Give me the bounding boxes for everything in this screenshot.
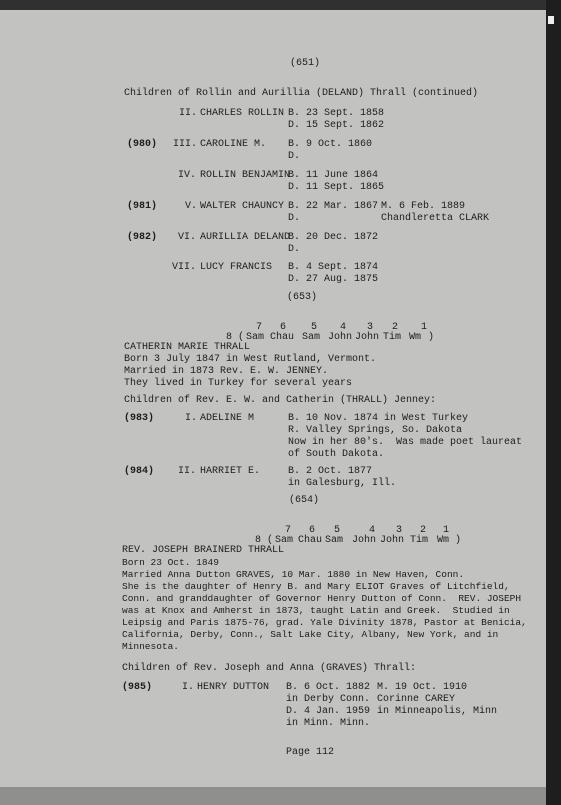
entry-line: was at Knox and Amherst in 1873, taught Latin and Greek. Studied in — [122, 605, 510, 616]
child-num: II. — [179, 108, 198, 119]
generation-number: 5 — [334, 525, 341, 536]
child-ref: (981) — [127, 201, 158, 212]
generation-number: 1 — [421, 322, 428, 333]
generation-number: 6 — [309, 525, 316, 536]
child-ref: (980) — [127, 139, 158, 150]
generation-number: 6 — [280, 322, 287, 333]
ancestor-name: John — [380, 535, 405, 546]
ancestor-name: John — [352, 535, 377, 546]
child-line: in Derby Conn. — [286, 694, 371, 705]
ancestor-name: Wm — [437, 535, 450, 546]
lineage-suffix: ) — [428, 332, 435, 343]
child-name: HENRY DUTTON — [197, 682, 270, 693]
lineage-prefix: 8 ( — [226, 332, 245, 343]
child-marriage: M. 19 Oct. 1910 — [377, 682, 468, 693]
child-ref: (982) — [127, 232, 158, 243]
child-line: Now in her 80's. Was made poet laureat — [288, 437, 523, 448]
scan-artifact — [548, 16, 554, 24]
child-num: VI. — [178, 232, 197, 243]
child-spouse: Corinne CAREY — [377, 694, 456, 705]
page-header: (651) — [290, 58, 321, 69]
ancestor-name: Chau — [270, 332, 295, 343]
generation-number: 4 — [340, 322, 347, 333]
child-spouse: Chandleretta CLARK — [381, 213, 490, 224]
page-footer: Page 112 — [286, 747, 335, 758]
generation-number: 2 — [420, 525, 427, 536]
child-line: of South Dakota. — [288, 449, 385, 460]
scan-top-edge — [0, 0, 546, 10]
entry-line: California, Derby, Conn., Salt Lake City, Albany, New York, and in — [122, 629, 499, 640]
generation-number: 3 — [396, 525, 403, 536]
entry-line: Married Anna Dutton GRAVES, 10 Mar. 1880 in New Haven, Conn. — [122, 569, 465, 580]
child-line: B. 6 Oct. 1882 — [286, 682, 371, 693]
child-death: D. 15 Sept. 1862 — [288, 120, 385, 131]
child-num: VII. — [172, 262, 197, 273]
child-name: HARRIET E. — [200, 466, 261, 477]
child-birth: B. 4 Sept. 1874 — [288, 262, 379, 273]
child-ref: (985) — [122, 682, 153, 693]
generation-number: 7 — [285, 525, 292, 536]
child-num: II. — [178, 466, 197, 477]
child-name: ROLLIN BENJAMIN — [200, 170, 291, 181]
child-ref: (984) — [124, 466, 155, 477]
child-birth: B. 9 Oct. 1860 — [288, 139, 373, 150]
child-death: D. 11 Sept. 1865 — [288, 182, 385, 193]
ancestor-name: Sam — [246, 332, 265, 343]
entry-line: They lived in Turkey for several years — [124, 378, 353, 389]
child-death: D. 27 Aug. 1875 — [288, 274, 379, 285]
child-line: in Galesburg, Ill. — [288, 478, 397, 489]
child-birth: B. 22 Mar. 1867 — [288, 201, 379, 212]
child-name: LUCY FRANCIS — [200, 262, 273, 273]
entry-line: Minnesota. — [122, 641, 180, 652]
entry-line: Conn. and granddaughter of Governor Henry Dutton of Conn. REV. JOSEPH — [122, 593, 522, 604]
section-heading: Children of Rollin and Aurillia (DELAND) Thrall (continued) — [124, 88, 479, 99]
child-num: III. — [173, 139, 198, 150]
child-death: D. — [288, 213, 301, 224]
ancestor-name: Wm — [409, 332, 422, 343]
entry-number: (653) — [287, 292, 318, 303]
child-line: D. 4 Jan. 1959 — [286, 706, 371, 717]
entry-line: She is the daughter of Henry B. and Mary ELIOT Graves of Litchfield, — [122, 581, 510, 592]
generation-number: 2 — [392, 322, 399, 333]
entry-line: Married in 1873 Rev. E. W. JENNEY. — [124, 366, 329, 377]
child-line: in Minn. Minn. — [286, 718, 371, 729]
generation-number: 5 — [311, 322, 318, 333]
ancestor-name: Sam — [275, 535, 294, 546]
ancestor-name: Sam — [302, 332, 321, 343]
scan-right-edge — [546, 0, 561, 805]
ancestor-name: Tim — [383, 332, 402, 343]
ancestor-name: Chau — [298, 535, 323, 546]
lineage-suffix: ) — [455, 535, 462, 546]
children-heading: Children of Rev. E. W. and Catherin (THRALL) Jenney: — [124, 395, 437, 406]
children-heading: Children of Rev. Joseph and Anna (GRAVES) Thrall: — [122, 663, 417, 674]
child-birth: B. 23 Sept. 1858 — [288, 108, 385, 119]
child-birth: B. 20 Dec. 1872 — [288, 232, 379, 243]
child-name: CAROLINE M. — [200, 139, 267, 150]
child-death: D. — [288, 244, 301, 255]
generation-number: 3 — [367, 322, 374, 333]
child-name: CHARLES ROLLIN — [200, 108, 285, 119]
child-name: AURILLIA DELAND — [200, 232, 291, 243]
entry-line: Born 23 Oct. 1849 — [122, 557, 219, 568]
generation-number: 4 — [369, 525, 376, 536]
child-name: ADELINE M — [200, 413, 255, 424]
generation-number: 7 — [256, 322, 263, 333]
child-num: V. — [185, 201, 198, 212]
child-line: in Minneapolis, Minn — [377, 706, 498, 717]
child-num: IV. — [178, 170, 197, 181]
entry-line: Leipsig and Paris 1875-76, grad. Yale Divinity 1878, Pastor at Benicia, — [122, 617, 527, 628]
child-ref: (983) — [124, 413, 155, 424]
entry-name: CATHERIN MARIE THRALL — [124, 342, 251, 353]
child-line: B. 10 Nov. 1874 in West Turkey — [288, 413, 469, 424]
entry-number: (654) — [289, 495, 320, 506]
ancestor-name: Tim — [410, 535, 429, 546]
ancestor-name: Sam — [325, 535, 344, 546]
child-name: WALTER CHAUNCY — [200, 201, 285, 212]
child-birth: B. 11 June 1864 — [288, 170, 379, 181]
entry-name: REV. JOSEPH BRAINERD THRALL — [122, 545, 285, 556]
lineage-prefix: 8 ( — [255, 535, 274, 546]
ancestor-name: John — [328, 332, 353, 343]
child-death: D. — [288, 151, 301, 162]
ancestor-name: John — [355, 332, 380, 343]
child-num: I. — [182, 682, 195, 693]
child-line: R. Valley Springs, So. Dakota — [288, 425, 463, 436]
entry-line: Born 3 July 1847 in West Rutland, Vermont. — [124, 354, 377, 365]
child-line: B. 2 Oct. 1877 — [288, 466, 373, 477]
child-num: I. — [185, 413, 198, 424]
generation-number: 1 — [443, 525, 450, 536]
scan-bottom-edge — [0, 787, 546, 805]
child-marriage: M. 6 Feb. 1889 — [381, 201, 466, 212]
